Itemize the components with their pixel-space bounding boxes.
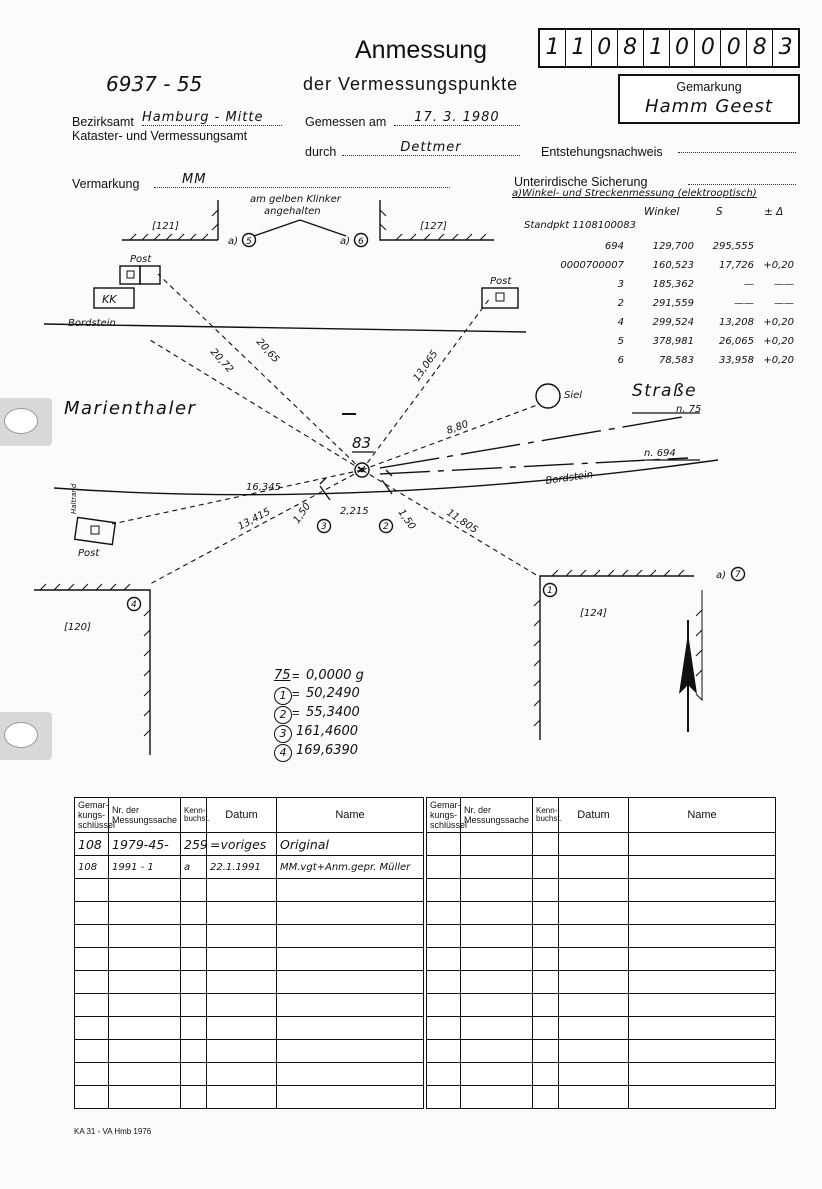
measurement-s: 17,726 bbox=[719, 260, 754, 271]
empty-cell bbox=[109, 925, 181, 948]
empty-cell bbox=[559, 994, 629, 1017]
empty-cell bbox=[277, 1063, 424, 1086]
line-to-post-3 bbox=[112, 470, 362, 524]
empty-cell bbox=[427, 1063, 461, 1086]
empty-cell bbox=[207, 1063, 277, 1086]
empty-cell bbox=[109, 1063, 181, 1086]
num-6: 6 bbox=[358, 237, 364, 247]
table-row bbox=[75, 1040, 424, 1063]
empty-cell bbox=[207, 1017, 277, 1040]
table-row bbox=[75, 994, 424, 1017]
empty-cell bbox=[461, 971, 533, 994]
header-nr: Nr. der Messungssache bbox=[109, 798, 181, 833]
empty-cell bbox=[427, 925, 461, 948]
header-name: Name bbox=[277, 798, 424, 833]
sicherung-label: Unterirdische Sicherung bbox=[514, 175, 648, 189]
measurement-winkel: 78,583 bbox=[659, 355, 694, 366]
empty-cell bbox=[277, 879, 424, 902]
empty-cell bbox=[207, 902, 277, 925]
empty-cell bbox=[277, 1040, 424, 1063]
empty-cell bbox=[75, 1040, 109, 1063]
measurement-winkel: 185,362 bbox=[652, 279, 694, 290]
post-box-3 bbox=[75, 517, 116, 544]
empty-cell bbox=[181, 1017, 207, 1040]
empty-cell bbox=[559, 1086, 629, 1109]
empty-cell bbox=[181, 1040, 207, 1063]
col-s-header: S bbox=[716, 206, 723, 218]
angle-value-2: 55,3400 bbox=[306, 705, 360, 720]
empty-cell bbox=[75, 902, 109, 925]
empty-cell bbox=[629, 994, 776, 1017]
gemarkung-label: Gemarkung bbox=[676, 80, 742, 94]
empty-cell bbox=[109, 1017, 181, 1040]
equals-sign: = bbox=[292, 668, 300, 683]
bordstein-label-2: Bordstein bbox=[544, 469, 594, 487]
n694-label: n. 694 bbox=[644, 448, 676, 459]
kk-label: KK bbox=[102, 293, 117, 306]
empty-cell bbox=[629, 948, 776, 971]
haltrand-label: Haltrand bbox=[70, 483, 78, 514]
empty-cell bbox=[533, 925, 559, 948]
empty-cell bbox=[461, 994, 533, 1017]
parcel-120: [120] bbox=[64, 622, 91, 633]
cell: 1991 - 1 bbox=[109, 856, 181, 879]
bordstein-top bbox=[44, 324, 526, 332]
empty-cell bbox=[629, 833, 776, 856]
table-row bbox=[427, 948, 776, 971]
empty-cell bbox=[109, 1086, 181, 1109]
empty-cell bbox=[75, 994, 109, 1017]
point-id-digit: 1 bbox=[644, 30, 670, 66]
empty-cell bbox=[427, 1040, 461, 1063]
table-row bbox=[427, 879, 776, 902]
bordstein-label-1: Bordstein bbox=[68, 318, 116, 329]
empty-cell bbox=[629, 971, 776, 994]
empty-cell bbox=[629, 1017, 776, 1040]
num-1: 1 bbox=[547, 586, 553, 596]
empty-cell bbox=[629, 1086, 776, 1109]
kataster-label: Kataster- und Vermessungsamt bbox=[72, 129, 248, 143]
empty-cell bbox=[427, 948, 461, 971]
parcel-124-boundary bbox=[540, 576, 694, 740]
point-id-digit: 1 bbox=[540, 30, 566, 66]
point-id-digit: 0 bbox=[695, 30, 721, 66]
empty-cell bbox=[207, 879, 277, 902]
post-box-2 bbox=[482, 288, 518, 308]
empty-cell bbox=[427, 856, 461, 879]
entstehung-label: Entstehungsnachweis bbox=[541, 145, 663, 159]
bezirksamt-value: Hamburg - Mitte bbox=[142, 110, 282, 126]
measurement-d: —— bbox=[774, 279, 794, 290]
empty-cell bbox=[629, 879, 776, 902]
empty-cell bbox=[533, 902, 559, 925]
measurement-pt: 694 bbox=[604, 241, 624, 252]
header-gemarkung: Gemar-kungs-schlüssel bbox=[75, 798, 109, 833]
empty-cell bbox=[75, 971, 109, 994]
header-datum: Datum bbox=[207, 798, 277, 833]
header-kenn: Kenn-buchst. bbox=[533, 798, 559, 833]
empty-cell bbox=[427, 1017, 461, 1040]
empty-cell bbox=[75, 1063, 109, 1086]
bordstein-bottom bbox=[54, 460, 718, 495]
empty-cell bbox=[277, 902, 424, 925]
empty-cell bbox=[533, 994, 559, 1017]
empty-cell bbox=[461, 879, 533, 902]
empty-cell bbox=[109, 994, 181, 1017]
cell: 259 bbox=[181, 833, 207, 856]
empty-cell bbox=[181, 948, 207, 971]
empty-cell bbox=[559, 1017, 629, 1040]
measurement-d: —— bbox=[774, 298, 794, 309]
point-id-digit: 8 bbox=[747, 30, 773, 66]
marker-a7: a) bbox=[716, 570, 727, 581]
empty-cell bbox=[533, 971, 559, 994]
empty-cell bbox=[533, 1017, 559, 1040]
table-row bbox=[75, 948, 424, 971]
header-name: Name bbox=[629, 798, 776, 833]
measurement-winkel: 378,981 bbox=[652, 336, 694, 347]
point-id-digit: 8 bbox=[618, 30, 644, 66]
empty-cell bbox=[427, 902, 461, 925]
col-delta-header: ± Δ bbox=[764, 206, 784, 218]
form-code: KA 31 - VA Hmb 1976 bbox=[74, 1127, 152, 1136]
empty-cell bbox=[181, 994, 207, 1017]
dist-2065: 20,65 bbox=[253, 336, 282, 366]
messung-label: a)Winkel- und Streckenmessung (elektrooptisch) bbox=[512, 188, 757, 199]
register-table-right bbox=[426, 797, 776, 1109]
empty-cell bbox=[461, 902, 533, 925]
measurement-d: +0,20 bbox=[763, 260, 794, 271]
measurement-winkel: 129,700 bbox=[652, 241, 694, 252]
header-nr: Nr. der Messungssache bbox=[461, 798, 533, 833]
empty-cell bbox=[533, 879, 559, 902]
empty-cell bbox=[109, 948, 181, 971]
empty-cell bbox=[461, 1040, 533, 1063]
vermarkung-label: Vermarkung bbox=[72, 177, 140, 191]
durch-value: Dettmer bbox=[342, 140, 520, 156]
measurement-d: +0,20 bbox=[763, 336, 794, 347]
empty-cell bbox=[109, 971, 181, 994]
empty-cell bbox=[427, 971, 461, 994]
num-3: 3 bbox=[321, 522, 327, 532]
dist-11805: 11,805 bbox=[444, 507, 480, 537]
empty-cell bbox=[559, 879, 629, 902]
empty-cell bbox=[559, 971, 629, 994]
entstehung-line bbox=[678, 142, 796, 153]
cell: 108 bbox=[75, 833, 109, 856]
empty-cell bbox=[559, 856, 629, 879]
dist-150a: 1,50 bbox=[291, 501, 314, 526]
table-row bbox=[75, 1063, 424, 1086]
empty-cell bbox=[277, 971, 424, 994]
empty-cell bbox=[207, 994, 277, 1017]
table-row bbox=[75, 1086, 424, 1109]
line-to-siel bbox=[362, 404, 540, 470]
marker-a6: a) bbox=[340, 236, 351, 247]
point-id-digit: 0 bbox=[721, 30, 747, 66]
gemessen-value: 17. 3. 1980 bbox=[394, 110, 520, 126]
cell: 1979-45- bbox=[109, 833, 181, 856]
empty-cell bbox=[109, 902, 181, 925]
measurement-s: —— bbox=[734, 298, 754, 309]
post-box-1 bbox=[120, 266, 140, 284]
header-gemarkung: Gemar-kungs-schlüssel bbox=[427, 798, 461, 833]
header-datum: Datum bbox=[559, 798, 629, 833]
parcel-121: [121] bbox=[152, 221, 179, 232]
empty-cell bbox=[75, 1017, 109, 1040]
angle-value-4: 169,6390 bbox=[296, 743, 359, 758]
empty-cell bbox=[533, 856, 559, 879]
col-winkel-header: Winkel bbox=[644, 206, 680, 218]
empty-cell bbox=[427, 1086, 461, 1109]
street-name-right: Straße bbox=[632, 381, 698, 401]
empty-cell bbox=[109, 1040, 181, 1063]
empty-cell bbox=[629, 856, 776, 879]
empty-cell bbox=[181, 902, 207, 925]
measurement-winkel: 160,523 bbox=[652, 260, 694, 271]
num-4: 4 bbox=[131, 600, 137, 610]
empty-cell bbox=[629, 925, 776, 948]
table-row bbox=[75, 1017, 424, 1040]
angle-ref-3: 3 bbox=[274, 725, 292, 743]
dist-880: 8,80 bbox=[445, 418, 470, 437]
cell: 22.1.1991 bbox=[207, 856, 277, 879]
empty-cell bbox=[461, 925, 533, 948]
angle-ref-4: 4 bbox=[274, 744, 292, 762]
cell: MM.vgt+Anm.gepr. Müller bbox=[277, 856, 424, 879]
point-number: 83 bbox=[352, 434, 372, 452]
empty-cell bbox=[629, 1063, 776, 1086]
klinker-note-1: am gelben Klinker bbox=[250, 194, 341, 205]
empty-cell bbox=[207, 1040, 277, 1063]
empty-cell bbox=[559, 948, 629, 971]
empty-cell bbox=[207, 971, 277, 994]
table-row bbox=[427, 833, 776, 856]
form-subtitle: der Vermessungspunkte bbox=[303, 74, 519, 94]
point-id-digit: 0 bbox=[592, 30, 618, 66]
empty-cell bbox=[207, 948, 277, 971]
form-title: Anmessung bbox=[355, 36, 488, 64]
siel-label: Siel bbox=[564, 390, 583, 401]
angle-ref-2: 2 bbox=[274, 706, 292, 724]
num-2: 2 bbox=[383, 522, 389, 532]
empty-cell bbox=[629, 902, 776, 925]
table-row bbox=[75, 925, 424, 948]
measurement-d: +0,20 bbox=[763, 317, 794, 328]
table-row bbox=[427, 994, 776, 1017]
measurement-s: 13,208 bbox=[719, 317, 754, 328]
bezirksamt-label: Bezirksamt bbox=[72, 115, 134, 129]
file-number: 6937 - 55 bbox=[106, 72, 203, 96]
empty-cell bbox=[75, 925, 109, 948]
gemarkung-box bbox=[618, 74, 800, 124]
empty-cell bbox=[629, 1040, 776, 1063]
parcel-127-boundary bbox=[380, 200, 494, 240]
angle-value-1: 50,2490 bbox=[306, 686, 360, 701]
empty-cell bbox=[559, 925, 629, 948]
measurement-s: 33,958 bbox=[719, 355, 754, 366]
measurement-s: — bbox=[744, 279, 754, 290]
dist-2072: 20,72 bbox=[207, 346, 236, 376]
table-row bbox=[427, 1040, 776, 1063]
dist-150b: 1,50 bbox=[395, 507, 418, 532]
empty-cell bbox=[461, 1063, 533, 1086]
empty-cell bbox=[277, 1017, 424, 1040]
measurement-pt: 0000700007 bbox=[560, 260, 624, 271]
gemessen-label: Gemessen am bbox=[305, 115, 387, 129]
table-row bbox=[427, 856, 776, 879]
measurement-d: +0,20 bbox=[763, 355, 794, 366]
table-row bbox=[427, 971, 776, 994]
cell: Original bbox=[277, 833, 424, 856]
cell: =voriges bbox=[207, 833, 277, 856]
empty-cell bbox=[277, 994, 424, 1017]
dist-13415: 13,415 bbox=[236, 506, 273, 533]
measurement-pt: 5 bbox=[617, 336, 624, 347]
point-id-digit: 0 bbox=[670, 30, 696, 66]
table-row bbox=[75, 879, 424, 902]
measurement-s: 295,555 bbox=[712, 241, 754, 252]
empty-cell bbox=[181, 879, 207, 902]
equals-sign: = bbox=[292, 705, 300, 720]
measurement-pt: 3 bbox=[617, 279, 624, 290]
empty-cell bbox=[461, 1017, 533, 1040]
dist-13065: 13,065 bbox=[411, 348, 441, 384]
table-row bbox=[427, 902, 776, 925]
survey-sketch bbox=[0, 180, 822, 800]
n75-label: n. 75 bbox=[676, 404, 702, 415]
empty-cell bbox=[427, 994, 461, 1017]
header-kenn: Kenn-buchst. bbox=[181, 798, 207, 833]
table-row bbox=[75, 902, 424, 925]
empty-cell bbox=[181, 1063, 207, 1086]
angle-ref-75: 75 bbox=[274, 668, 291, 683]
empty-cell bbox=[75, 879, 109, 902]
empty-cell bbox=[533, 1040, 559, 1063]
empty-cell bbox=[533, 1063, 559, 1086]
table-row bbox=[427, 1063, 776, 1086]
line-to-post-1 bbox=[158, 274, 362, 470]
empty-cell bbox=[207, 1086, 277, 1109]
cell: a bbox=[181, 856, 207, 879]
measurement-pt: 6 bbox=[617, 355, 624, 366]
street-name-left: Marienthaler bbox=[64, 398, 197, 419]
measurement-winkel: 291,559 bbox=[652, 298, 694, 309]
num-7: 7 bbox=[735, 570, 741, 580]
measurement-s: 26,065 bbox=[719, 336, 754, 347]
point-id-box bbox=[538, 28, 800, 68]
register-table-left bbox=[74, 797, 424, 1109]
parcel-127: [127] bbox=[420, 221, 447, 232]
empty-cell bbox=[181, 971, 207, 994]
angle-ref-1: 1 bbox=[274, 687, 292, 705]
point-id-digit: 1 bbox=[566, 30, 592, 66]
angle-value-75: 0,0000 g bbox=[306, 668, 364, 683]
empty-cell bbox=[277, 1086, 424, 1109]
table-row bbox=[75, 971, 424, 994]
empty-cell bbox=[461, 833, 533, 856]
table-row bbox=[427, 1086, 776, 1109]
angle-value-3: 161,4600 bbox=[296, 724, 359, 739]
empty-cell bbox=[277, 948, 424, 971]
parcel-124: [124] bbox=[580, 608, 607, 619]
empty-cell bbox=[427, 833, 461, 856]
marker-a5: a) bbox=[228, 236, 239, 247]
empty-cell bbox=[109, 879, 181, 902]
standpunkt-label: Standpkt 1108100083 bbox=[524, 220, 636, 231]
dist-16345: 16,345 bbox=[246, 482, 281, 493]
num-5: 5 bbox=[246, 237, 252, 247]
empty-cell bbox=[559, 1040, 629, 1063]
empty-cell bbox=[533, 833, 559, 856]
post-label-1: Post bbox=[130, 254, 152, 265]
klinker-note-2: angehalten bbox=[264, 206, 321, 217]
measurement-pt: 2 bbox=[617, 298, 624, 309]
measurement-pt: 4 bbox=[617, 317, 624, 328]
empty-cell bbox=[181, 1086, 207, 1109]
table-row bbox=[427, 1017, 776, 1040]
table-row bbox=[427, 925, 776, 948]
empty-cell bbox=[277, 925, 424, 948]
empty-cell bbox=[559, 902, 629, 925]
empty-cell bbox=[461, 948, 533, 971]
empty-cell bbox=[207, 925, 277, 948]
durch-label: durch bbox=[305, 145, 337, 159]
empty-cell bbox=[461, 856, 533, 879]
vermarkung-value: MM bbox=[154, 172, 450, 188]
empty-cell bbox=[75, 948, 109, 971]
post-label-3: Post bbox=[78, 548, 100, 559]
empty-cell bbox=[533, 948, 559, 971]
equals-sign: = bbox=[292, 686, 300, 701]
point-id-digit: 3 bbox=[778, 35, 793, 60]
empty-cell bbox=[559, 833, 629, 856]
line-to-post-2 bbox=[362, 298, 490, 470]
empty-cell bbox=[75, 1086, 109, 1109]
empty-cell bbox=[533, 1086, 559, 1109]
empty-cell bbox=[181, 925, 207, 948]
cell: 108 bbox=[75, 856, 109, 879]
empty-cell bbox=[559, 1063, 629, 1086]
dist-2215: 2,215 bbox=[340, 506, 369, 517]
gemarkung-value: Hamm Geest bbox=[645, 96, 773, 117]
measurement-winkel: 299,524 bbox=[652, 317, 694, 328]
parcel-121-boundary bbox=[122, 200, 218, 240]
parcel-120-boundary bbox=[34, 590, 150, 755]
empty-cell bbox=[461, 1086, 533, 1109]
empty-cell bbox=[427, 879, 461, 902]
post-label-2: Post bbox=[490, 276, 512, 287]
